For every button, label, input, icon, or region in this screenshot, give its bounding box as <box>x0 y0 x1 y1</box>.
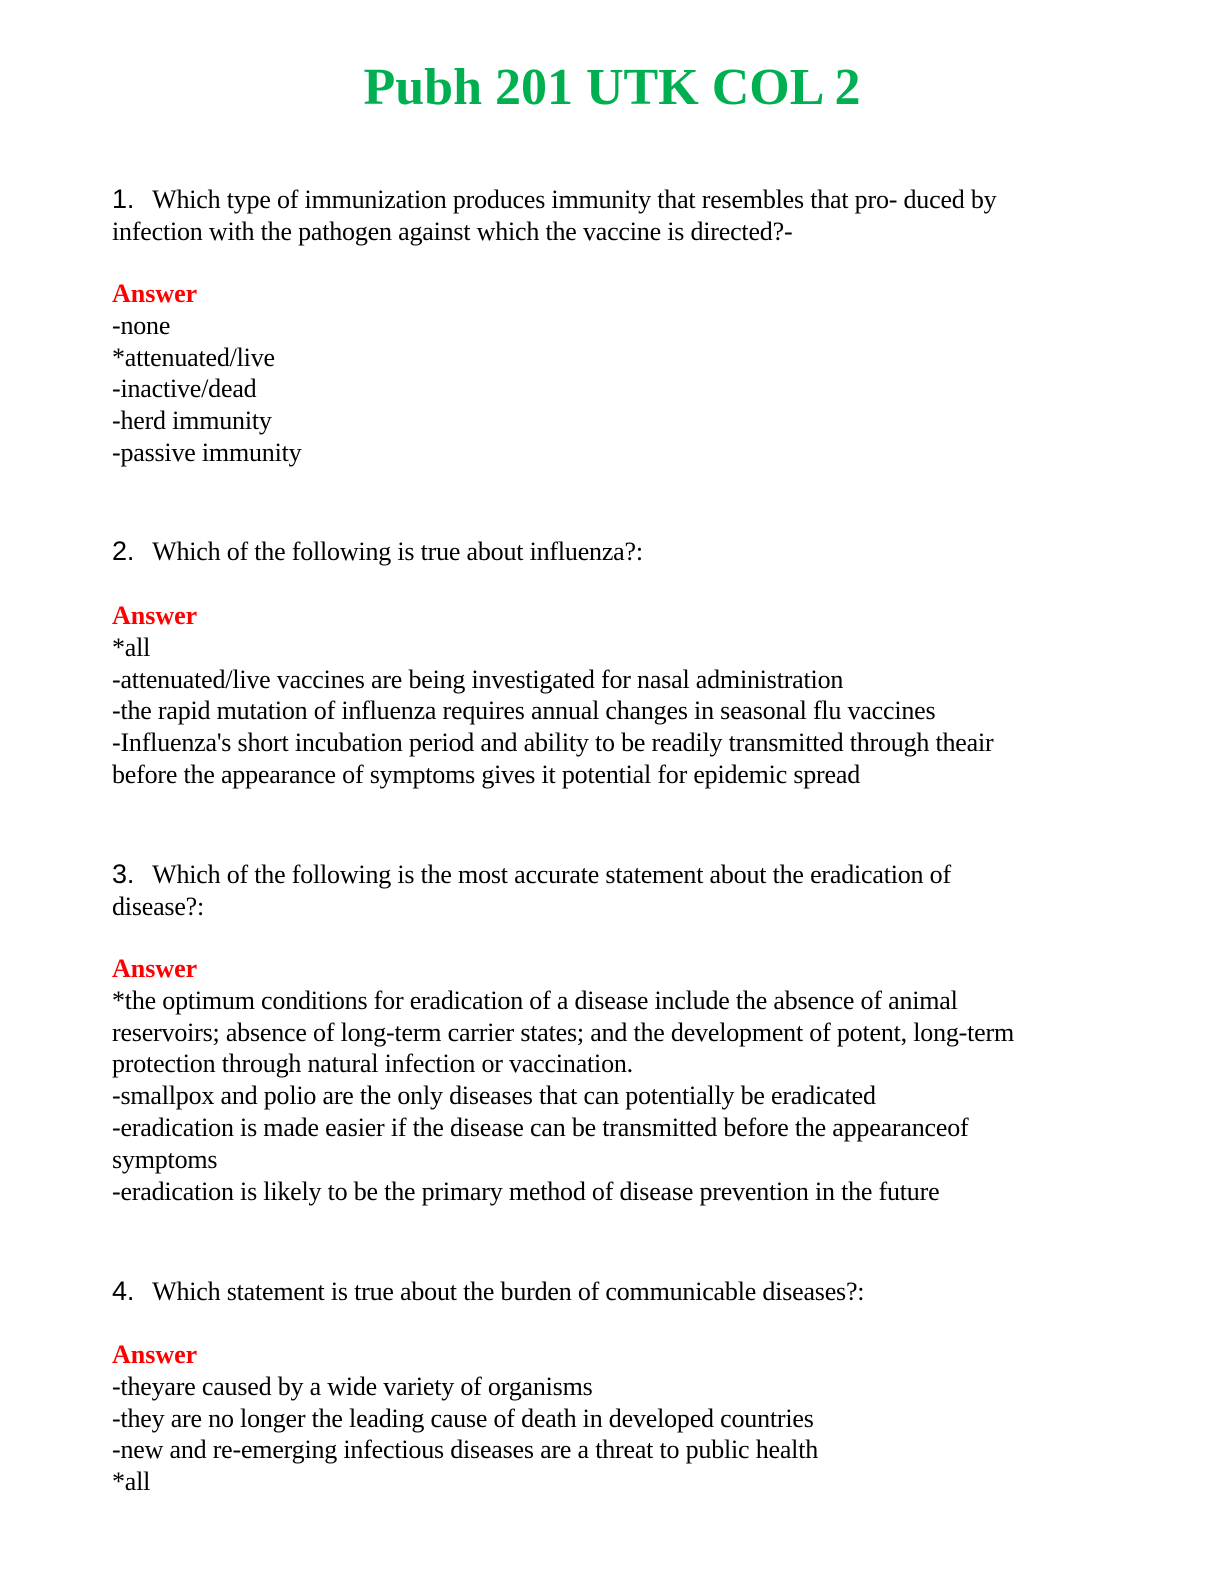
question-block <box>112 859 1112 923</box>
answer-block <box>112 1339 1112 1498</box>
question-number: 2. <box>112 536 135 566</box>
answer-option: -theyare caused by a wide variety of organisms <box>112 1371 593 1401</box>
question-number: 3. <box>112 859 135 889</box>
answer-option: symptoms <box>112 1144 218 1174</box>
answer-option: *attenuated/live <box>112 342 275 372</box>
answer-block <box>112 953 1112 1207</box>
question-text-line <box>112 859 1112 891</box>
question-text: infection with the pathogen against which the vaccine is directed?- <box>112 216 793 246</box>
answer-block <box>112 600 1112 791</box>
answer-option: reservoirs; absence of long-term carrier states; and the development of potent, long-term <box>112 1017 1014 1047</box>
answer-option: -new and re-emerging infectious diseases are a threat to public health <box>112 1435 819 1465</box>
question-block <box>112 536 1112 568</box>
answer-option: before the appearance of symptoms gives it potential for epidemic spread <box>112 759 860 789</box>
question-text-line <box>112 1276 1112 1308</box>
question-text-line <box>112 536 1112 568</box>
answer-option: *the optimum conditions for eradication of a disease include the absence of animal <box>112 985 958 1015</box>
answer-option: -Influenza's short incubation period and ability to be readily transmitted through theair <box>112 728 994 758</box>
question-text: Which of the following is the most accurate statement about the eradication of <box>152 860 951 889</box>
answer-option: *all <box>112 1467 151 1497</box>
answer-option: -smallpox and polio are the only diseases that can potentially be eradicated <box>112 1081 876 1111</box>
answer-option: -passive immunity <box>112 437 302 467</box>
answer-label: Answer <box>112 1340 198 1369</box>
answer-label: Answer <box>112 279 198 308</box>
answer-option: -eradication is made easier if the disease can be transmitted before the appearanceof <box>112 1112 969 1142</box>
question-text: Which of the following is true about influenza?: <box>152 537 643 566</box>
question-text: disease?: <box>112 891 205 921</box>
answer-option: -herd immunity <box>112 406 272 436</box>
answer-option: -they are no longer the leading cause of death in developed countries <box>112 1403 814 1433</box>
question-number: 4. <box>112 1276 135 1306</box>
answer-option: -eradication is likely to be the primary method of disease prevention in the future <box>112 1176 940 1206</box>
answer-label: Answer <box>112 601 198 630</box>
document-title: Pubh 201 UTK COL 2 <box>363 59 861 116</box>
answer-option: -the rapid mutation of influenza requires annual changes in seasonal flu vaccines <box>112 696 936 726</box>
answer-option: *all <box>112 632 151 662</box>
question-text: Which type of immunization produces immunity that resembles that pro- duced by <box>152 185 997 214</box>
answer-option: protection through natural infection or vaccination. <box>112 1049 633 1079</box>
answer-option: -inactive/dead <box>112 374 257 404</box>
question-block <box>112 184 1112 248</box>
question-number: 1. <box>112 184 135 214</box>
answer-option: -attenuated/live vaccines are being investigated for nasal administration <box>112 664 844 694</box>
question-text-line <box>112 891 1112 923</box>
answer-option: -none <box>112 310 171 340</box>
answer-block <box>112 278 1112 469</box>
question-text: Which statement is true about the burden of communicable diseases?: <box>152 1277 865 1306</box>
question-text-line <box>112 216 1112 248</box>
answer-label: Answer <box>112 954 198 983</box>
question-text-line <box>112 184 1112 216</box>
question-block <box>112 1276 1112 1308</box>
